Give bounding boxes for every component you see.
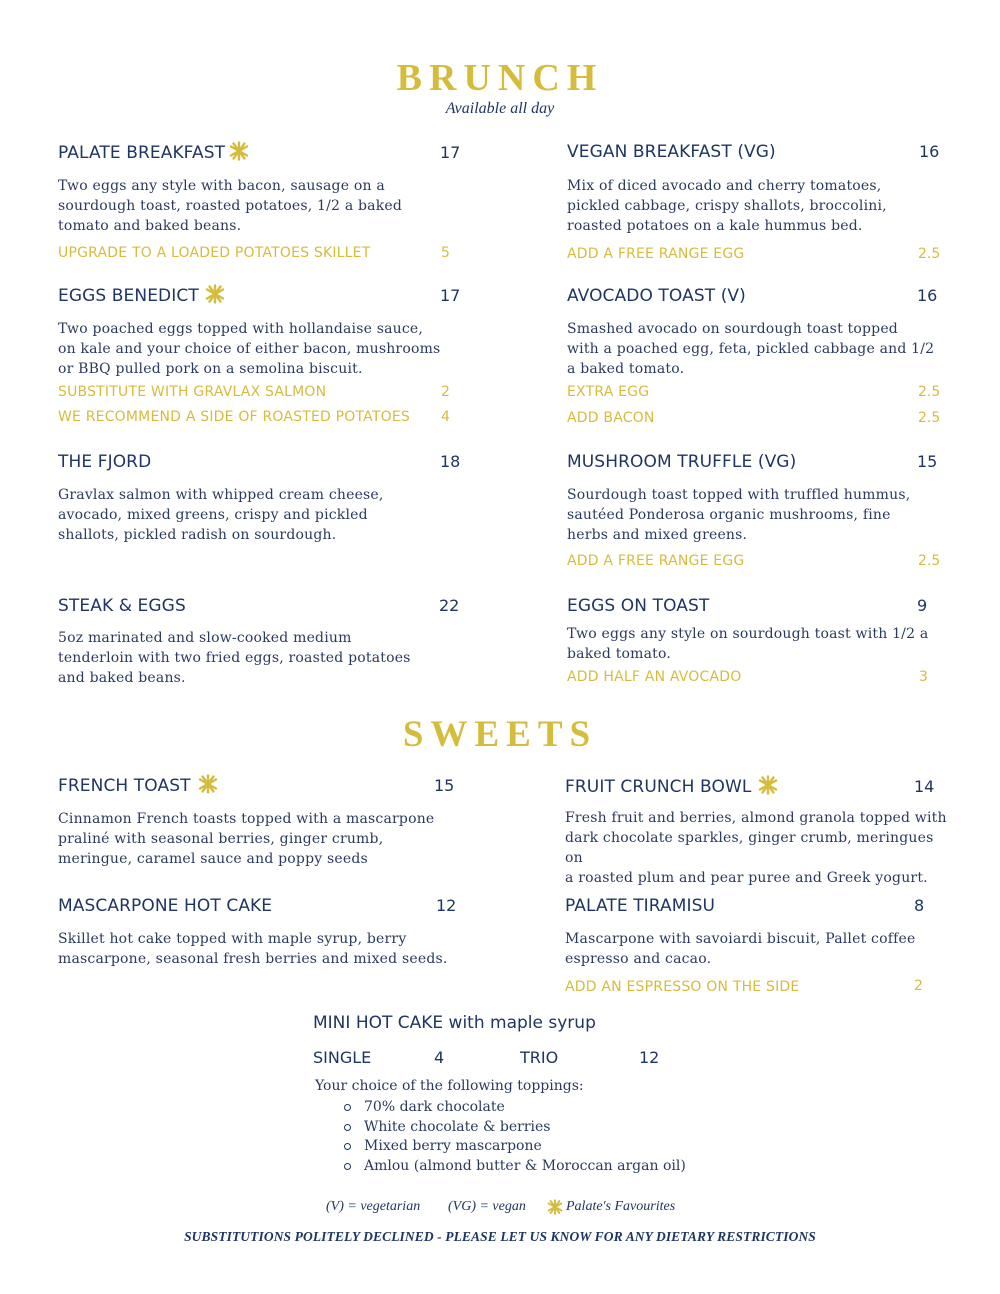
legend-vegetarian: (V) = vegetarian: [326, 1199, 421, 1214]
mini-option-label: TRIO: [520, 1048, 559, 1067]
menu-item-vegan-breakfast: [567, 142, 947, 272]
favourite-star-icon: [758, 775, 778, 795]
mini-hot-cake-title: MINI HOT CAKE with maple syrup: [313, 1013, 596, 1033]
addon-label: ADD A FREE RANGE EGG: [567, 553, 745, 569]
addon-price: 5: [441, 245, 450, 261]
item-name: EGGS BENEDICT: [58, 286, 199, 306]
item-price: 15: [434, 776, 455, 795]
item-price: 14: [914, 777, 935, 796]
addon-price: 2.5: [918, 246, 941, 262]
addon-price: 2.5: [918, 410, 941, 426]
favourite-star-icon: [229, 141, 249, 161]
item-description: Gravlax salmon with whipped cream cheese, avocado, mixed greens, crispy and pickled shallots, pickled radish on sourdough.: [58, 487, 384, 543]
item-description: Two poached eggs topped with hollandaise sauce, on kale and your choice of either bacon, mushrooms or BBQ pulled pork on a semolina biscuit.: [58, 321, 441, 377]
menu-item-steak-and-eggs: [58, 596, 458, 696]
menu-item-mushroom-truffle: [567, 452, 947, 582]
addon-price: 2.5: [918, 384, 941, 400]
addon-price: 2: [914, 978, 923, 994]
mini-option-label: SINGLE: [313, 1048, 372, 1067]
footer-note: SUBSTITUTIONS POLITELY DECLINED - PLEASE LET US KNOW FOR ANY DIETARY RESTRICTIONS: [184, 1229, 816, 1244]
addon-label: SUBSTITUTE WITH GRAVLAX SALMON: [58, 384, 327, 400]
item-name: MUSHROOM TRUFFLE (VG): [567, 452, 797, 472]
menu-item-palate-breakfast: [58, 143, 461, 273]
bullet-icon: [344, 1163, 351, 1170]
mini-option-price: 12: [639, 1048, 660, 1067]
toppings-intro: Your choice of the following toppings:: [315, 1078, 584, 1094]
item-name: EGGS ON TOAST: [567, 596, 710, 616]
addon-label: EXTRA EGG: [567, 384, 650, 400]
menu-item-eggs-on-toast: [567, 596, 947, 696]
item-description: Mascarpone with savoiardi biscuit, Pallet coffee espresso and cacao.: [565, 931, 916, 967]
item-description: Mix of diced avocado and cherry tomatoes, pickled cabbage, crispy shallots, broccolini, roasted potatoes on a kale hummus bed.: [567, 178, 887, 234]
item-price: 22: [439, 596, 460, 615]
addon-label: ADD HALF AN AVOCADO: [567, 669, 742, 685]
bullet-icon: [344, 1124, 351, 1131]
menu-item-eggs-benedict: [58, 286, 461, 436]
addon-label: WE RECOMMEND A SIDE OF ROASTED POTATOES: [58, 409, 410, 425]
item-name: PALATE BREAKFAST: [58, 143, 226, 163]
item-price: 8: [914, 896, 925, 915]
item-name: FRUIT CRUNCH BOWL: [565, 777, 752, 797]
menu-item-french-toast: [58, 776, 458, 876]
mini-option-price: 4: [434, 1048, 445, 1067]
item-description: Two eggs any style on sourdough toast with 1/2 a baked tomato.: [567, 626, 929, 662]
item-description: Cinnamon French toasts topped with a mascarpone praliné with seasonal berries, ginger crumb, meringue, caramel sauce and poppy seeds: [58, 811, 435, 867]
brunch-title: BRUNCH: [396, 57, 604, 99]
item-name: THE FJORD: [58, 452, 152, 472]
favourite-star-icon: [205, 284, 225, 304]
item-description: Smashed avocado on sourdough toast topped with a poached egg, feta, pickled cabbage and 1/2 a baked tomato.: [567, 321, 935, 377]
legend-vegan: (VG) = vegan: [448, 1199, 526, 1214]
item-name: PALATE TIRAMISU: [565, 896, 716, 916]
item-name: MASCARPONE HOT CAKE: [58, 896, 273, 916]
bullet-icon: [344, 1143, 351, 1150]
list-item: White chocolate & berries: [344, 1118, 686, 1138]
addon-price: 3: [919, 669, 928, 685]
item-price: 12: [436, 896, 457, 915]
addon-price: 4: [441, 409, 450, 425]
item-name: AVOCADO TOAST (V): [567, 286, 746, 306]
addon-label: ADD AN ESPRESSO ON THE SIDE: [565, 979, 800, 995]
item-price: 17: [440, 286, 461, 305]
item-price: 15: [917, 452, 938, 471]
item-description: Two eggs any style with bacon, sausage on a sourdough toast, roasted potatoes, 1/2 a baked tomato and baked beans.: [58, 178, 403, 234]
addon-label: ADD A FREE RANGE EGG: [567, 246, 745, 262]
legend-favourites: Palate's Favourites: [566, 1199, 676, 1214]
sweets-title: SWEETS: [402, 714, 598, 755]
brunch-subtitle: Available all day: [445, 100, 555, 117]
item-price: 18: [440, 452, 461, 471]
item-description: 5oz marinated and slow-cooked medium tenderloin with two fried eggs, roasted potatoes and baked beans.: [58, 630, 411, 686]
favourite-star-icon: [198, 774, 218, 794]
addon-price: 2.5: [918, 553, 941, 569]
bullet-icon: [344, 1104, 351, 1111]
menu-item-fruit-crunch-bowl: [565, 777, 950, 886]
list-item: Mixed berry mascarpone: [344, 1137, 686, 1157]
item-description: Skillet hot cake topped with maple syrup, berry mascarpone, seasonal fresh berries and mixed seeds.: [58, 931, 448, 967]
addon-price: 2: [441, 384, 450, 400]
addon-label: ADD BACON: [567, 410, 655, 426]
item-price: 16: [917, 286, 938, 305]
addon-label: UPGRADE TO A LOADED POTATOES SKILLET: [58, 245, 371, 261]
item-price: 16: [919, 142, 940, 161]
menu-item-palate-tiramisu: [565, 896, 950, 1001]
menu-item-mascarpone-hot-cake: [58, 896, 458, 976]
item-name: STEAK & EGGS: [58, 596, 186, 616]
item-name: VEGAN BREAKFAST (VG): [567, 142, 776, 162]
item-price: 9: [917, 596, 928, 615]
item-description: Fresh fruit and berries, almond granola topped with dark chocolate sparkles, ginger crumb, meringues on a roasted plum and pear puree and Greek yogurt.: [565, 810, 947, 886]
list-item: Amlou (almond butter & Moroccan argan oil): [344, 1157, 686, 1177]
item-price: 17: [440, 143, 461, 162]
menu-item-avocado-toast: [567, 286, 947, 436]
item-description: Sourdough toast topped with truffled hummus, sautéed Ponderosa organic mushrooms, fine herbs and mixed greens.: [567, 487, 911, 543]
menu-item-the-fjord: [58, 452, 461, 552]
item-name: FRENCH TOAST: [58, 776, 191, 796]
toppings-list: [344, 1098, 686, 1177]
list-item: 70% dark chocolate: [344, 1098, 686, 1118]
favourite-star-icon: [547, 1199, 563, 1215]
